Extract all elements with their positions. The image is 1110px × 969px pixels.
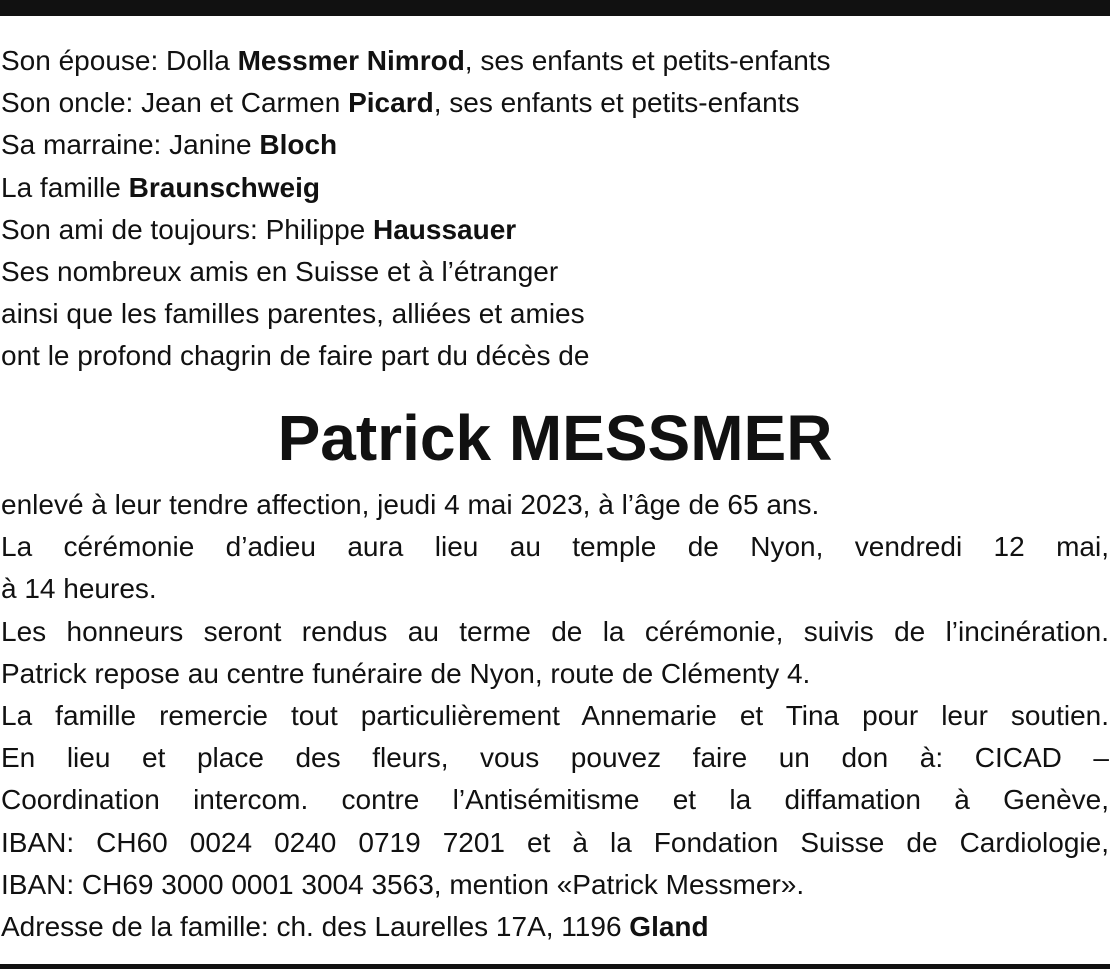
line-donation: En lieu et place des fleurs, vous pouvez faire un don à: CICAD – (1, 742, 1109, 774)
line-honours: Les honneurs seront rendus au terme de la cérémonie, suivis de l’incinération. (1, 615, 1109, 647)
line-death-date: enlevé à leur tendre affection, jeudi 4 mai 2023, à l’âge de 65 ans. (1, 489, 820, 520)
deceased-name: Patrick MESSMER (277, 402, 833, 474)
line-iban-2: IBAN: CH69 3000 0001 3004 3563, mention «Patrick Messmer». (1, 868, 805, 900)
notice-body (1, 484, 1109, 948)
uncle-suffix: , ses enfants et petits-enfants (433, 87, 800, 119)
line-spouse (1, 40, 1109, 82)
friend-prefix: Son ami de toujours: Philippe (1, 213, 373, 245)
family-name: Braunschweig (128, 171, 321, 203)
line-ceremony-time: à 14 heures. (1, 573, 157, 605)
line-resting-place: Patrick repose au centre funéraire de Nyon, route de Clémenty 4. (1, 657, 811, 689)
address-text: Adresse de la famille: ch. des Laurelles 17A, 1196 (1, 911, 630, 943)
line-relatives: ainsi que les familles parentes, alliées et amies (1, 298, 585, 330)
line-uncle (1, 82, 1109, 124)
spouse-suffix: , ses enfants et petits-enfants (464, 45, 831, 76)
line-friends-abroad: Ses nombreux amis en Suisse et à l’étranger (1, 256, 559, 288)
line-ceremony: La cérémonie d’adieu aura lieu au temple de Nyon, vendredi 12 mai, (1, 531, 1109, 563)
line-family (1, 167, 1109, 209)
uncle-prefix: Son oncle: Jean et Carmen (1, 87, 349, 119)
family-list (1, 40, 1109, 378)
line-godmother (1, 124, 1109, 166)
bottom-border-rule (0, 964, 1110, 969)
spouse-prefix: Son épouse: Dolla (1, 45, 238, 76)
top-border-rule (0, 0, 1110, 16)
godmother-name: Bloch (259, 129, 338, 161)
line-announcement: ont le profond chagrin de faire part du décès de (1, 340, 590, 372)
line-address (1, 906, 1109, 948)
address-town: Gland (629, 911, 709, 943)
line-friend (1, 209, 1109, 251)
godmother-prefix: Sa marraine: Janine (1, 129, 260, 161)
line-thanks: La famille remercie tout particulièrement Annemarie et Tina pour leur soutien. (1, 700, 1109, 732)
spouse-name: Messmer Nimrod (237, 45, 465, 76)
line-iban-1: IBAN: CH60 0024 0240 0719 7201 et à la Fondation Suisse de Cardiologie, (1, 826, 1109, 858)
line-cicad: Coordination intercom. contre l’Antisémitisme et la diffamation à Genève, (1, 784, 1109, 816)
friend-name: Haussauer (373, 213, 517, 245)
uncle-name: Picard (348, 87, 434, 119)
family-prefix: La famille (1, 171, 129, 203)
